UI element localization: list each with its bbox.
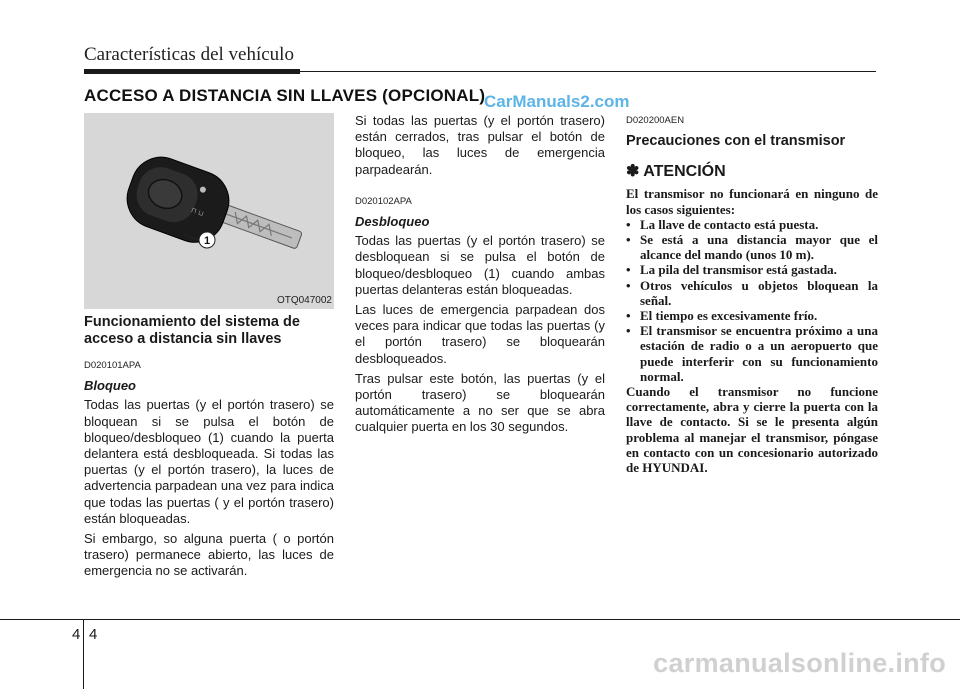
reference-code: D020200AEN <box>626 115 685 126</box>
list-item: • La pila del transmisor está gastada. <box>626 262 837 278</box>
paragraph: Todas las puertas (y el portón trasero) se bloquean si se pulsa el botón de bloqueo/desbloqueo (1) cuando la puerta delantera está desbloqueada. Si todas las puertas (y el portón trasero), la luces de advertencia parpadean una vez para indica que todas las puertas ( y el portón trasero) están bloqueadas. <box>84 397 334 526</box>
svg-text:⊓ ⊔: ⊓ ⊔ <box>189 207 205 219</box>
list-item: • El transmisor se encuentra próximo a una estación de radio o a un aeropuerto que puede interferir con su funcionamiento normal. <box>626 323 878 384</box>
paragraph: Si todas las puertas (y el portón trasero) están cerrados, tras pulsar el botón de bloqueo, las luces de emergencia parpadearán. <box>355 113 605 177</box>
attention-label: ATENCIÓN <box>643 163 726 181</box>
paragraph: Las luces de emergencia parpadean dos veces para indicar que todas las puertas (y el portón trasero) se bloquearán desbloqueados. <box>355 302 605 366</box>
attention-icon: ✽ <box>626 163 640 181</box>
subsection-heading: Bloqueo <box>84 378 136 394</box>
chapter-title: Características del vehículo <box>84 44 294 65</box>
watermark-bottom[interactable]: carmanualsonline.info <box>653 648 946 678</box>
column-2 <box>355 113 605 440</box>
attention-intro: El transmisor no funcionará en ninguno de los casos siguientes: <box>626 186 878 217</box>
subsection-heading: Desbloqueo <box>355 214 430 230</box>
list-item: • La llave de contacto está puesta. <box>626 216 819 232</box>
attention-list <box>626 217 878 384</box>
paragraph: Todas las puertas (y el portón trasero) se desbloquean si se pulsa el botón de bloqueo/desbloqueo (1) cuando ambas puertas delanteras están bloqueadas. <box>355 233 605 297</box>
footer-rule <box>0 619 960 620</box>
chapter-number: 4 <box>72 626 81 643</box>
reference-code: D020101APA <box>84 360 141 371</box>
section-title: ACCESO A DISTANCIA SIN LLAVES (OPCIONAL) <box>84 86 486 105</box>
paragraph: Tras pulsar este botón, las puertas (y el portón trasero) se bloquearán automáticamente a no ser que se abra cualquier puerta en los 30 segundos. <box>355 370 605 435</box>
callout-number: 1 <box>203 235 211 247</box>
attention-closing: Cuando el transmisor no funcione correctamente, abra y cierre la puerta con la llave de contacto. Si se le presenta algún problema al manejar el transmisor, póngase en contacto con un concesionario autorizado de HYUNDAI. <box>626 384 878 476</box>
list-item: • Se está a una distancia mayor que el alcance del mando (unos 10 m). <box>626 232 878 263</box>
header-rule-thick <box>84 69 300 74</box>
header-rule-thin <box>300 71 876 72</box>
section-heading: Precauciones con el transmisor <box>626 133 846 150</box>
paragraph: Si embargo, so alguna puerta ( o portón trasero) permanece abierto, las luces de emergencia no se activarán. <box>84 531 334 579</box>
attention-box <box>626 186 878 475</box>
figure-code: OTQ047002 <box>276 295 332 306</box>
column-1 <box>84 314 334 584</box>
attention-heading <box>626 164 878 180</box>
section-heading: Funcionamiento del sistema de acceso a distancia sin llaves <box>84 314 300 347</box>
reference-code: D020102APA <box>355 195 412 207</box>
key-fob-illustration <box>84 113 334 309</box>
column-3 <box>626 113 878 475</box>
list-item: • Otros vehículos u objetos bloquean la señal. <box>626 277 878 308</box>
key-fob-figure <box>84 113 334 309</box>
watermark-top[interactable]: CarManuals2.com <box>484 92 630 111</box>
page-number: 4 <box>89 626 98 643</box>
list-item: • El tiempo es excesivamente frío. <box>626 308 818 324</box>
footer-divider <box>83 619 84 689</box>
